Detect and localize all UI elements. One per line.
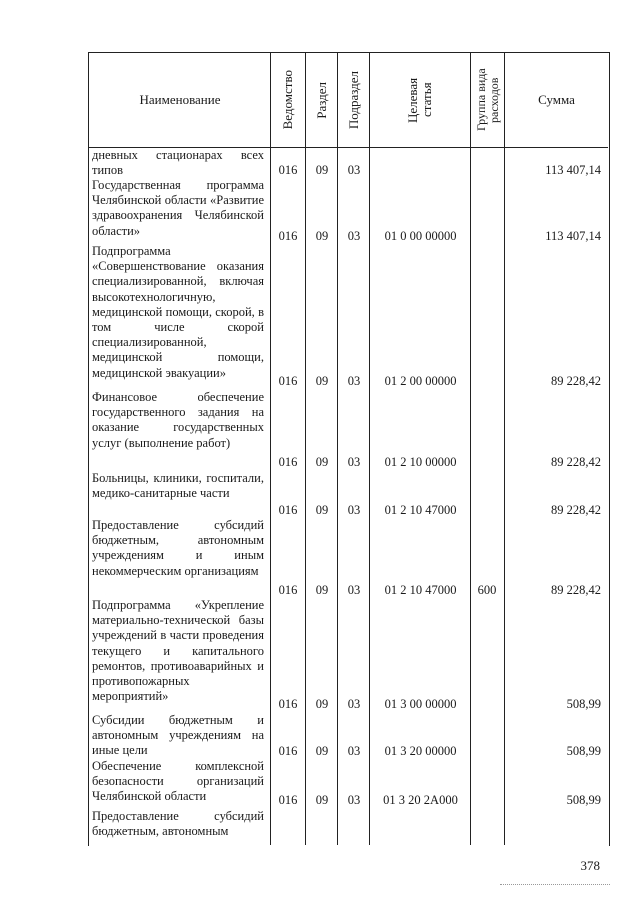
row-name: Предоставление субсидий бюджетным, автономным учреждениям и иным некоммерческим организациям <box>92 518 264 578</box>
row-podrazdel: 03 <box>347 455 361 469</box>
row-summa: 89 228,42 <box>551 374 601 388</box>
row-podrazdel: 03 <box>347 503 361 517</box>
row-celevaya: 01 2 10 47000 <box>384 503 457 517</box>
row-vedomstvo: 016 <box>278 374 298 388</box>
row-vedomstvo: 016 <box>278 455 298 469</box>
row-name: Предоставление субсидий бюджетным, автономным <box>92 809 264 839</box>
row-summa: 113 407,14 <box>545 163 601 177</box>
row-summa: 89 228,42 <box>551 583 601 597</box>
row-vedomstvo: 016 <box>278 503 298 517</box>
row-vedomstvo: 016 <box>278 583 298 597</box>
column-divider <box>470 52 471 845</box>
row-summa: 508,99 <box>566 744 601 758</box>
row-summa: 508,99 <box>566 793 601 807</box>
row-summa: 508,99 <box>566 697 601 711</box>
row-celevaya: 01 2 00 00000 <box>384 374 457 388</box>
row-podrazdel: 03 <box>347 374 361 388</box>
header-vedomstvo <box>271 53 305 147</box>
header-vedomstvo-label: Ведомство <box>280 70 295 130</box>
row-name: Финансовое обеспечение государственного задания на оказание государственных услуг (выполнение работ) <box>92 390 264 450</box>
header-gruppa-label: Группа вида расходов <box>473 68 501 132</box>
row-name: Подпрограмма «Совершенствование оказания специализированной, включая высокотехнологичную, медицинской помощи, скорой, в том числе скорой специализированной, медицинской помощи, медицинской эвакуации» <box>92 244 264 380</box>
row-celevaya: 01 3 20 00000 <box>384 744 457 758</box>
header-celevaya-label: Целевая статья <box>405 77 434 123</box>
page-number: 378 <box>580 858 600 873</box>
row-razdel: 09 <box>315 163 329 177</box>
row-razdel: 09 <box>315 744 329 758</box>
row-name: Больницы, клиники, госпитали, медико-санитарные части <box>92 471 264 501</box>
row-vedomstvo: 016 <box>278 744 298 758</box>
footer-divider <box>500 884 610 885</box>
row-vedomstvo: 016 <box>278 697 298 711</box>
row-gruppa: 600 <box>477 583 497 597</box>
row-razdel: 09 <box>315 374 329 388</box>
row-vedomstvo: 016 <box>278 793 298 807</box>
header-razdel-label: Раздел <box>313 81 329 119</box>
row-vedomstvo: 016 <box>278 229 298 243</box>
header-summa-label: Сумма <box>538 92 575 107</box>
row-celevaya: 01 2 10 47000 <box>384 583 457 597</box>
row-razdel: 09 <box>315 503 329 517</box>
row-summa: 113 407,14 <box>545 229 601 243</box>
row-celevaya: 01 3 20 2A000 <box>383 793 458 807</box>
row-name: Обеспечение комплексной безопасности организаций Челябинской области <box>92 759 264 804</box>
header-podrazdel <box>338 53 369 147</box>
row-name: Подпрограмма «Укрепление материально-технической базы учреждений в части проведения текущего и капитального ремонтов, противоаварийных и противопожарных мероприятий» <box>92 598 264 704</box>
row-razdel: 09 <box>315 229 329 243</box>
row-vedomstvo: 016 <box>278 163 298 177</box>
row-razdel: 09 <box>315 583 329 597</box>
header-razdel <box>306 53 337 147</box>
row-celevaya: 01 3 00 00000 <box>384 697 457 711</box>
header-name <box>90 53 270 147</box>
column-divider <box>369 52 370 845</box>
row-podrazdel: 03 <box>347 583 361 597</box>
header-name-label: Наименование <box>139 92 221 107</box>
row-podrazdel: 03 <box>347 229 361 243</box>
column-divider <box>305 52 306 845</box>
row-name: Государственная программа Челябинской области «Развитие здравоохранения Челябинской области» <box>92 178 264 238</box>
row-razdel: 09 <box>315 455 329 469</box>
row-razdel: 09 <box>315 697 329 711</box>
row-podrazdel: 03 <box>347 697 361 711</box>
header-gruppa <box>471 53 504 147</box>
column-divider <box>504 52 505 845</box>
row-summa: 89 228,42 <box>551 455 601 469</box>
column-divider <box>270 52 271 845</box>
row-name: дневных стационарах всех типов <box>92 148 264 178</box>
header-podrazdel-label: Подраздел <box>345 70 361 130</box>
header-summa <box>505 53 608 147</box>
row-celevaya: 01 2 10 00000 <box>384 455 457 469</box>
row-summa: 89 228,42 <box>551 503 601 517</box>
row-razdel: 09 <box>315 793 329 807</box>
column-divider <box>337 52 338 845</box>
row-celevaya: 01 0 00 00000 <box>384 229 457 243</box>
header-celevaya <box>370 53 470 147</box>
row-podrazdel: 03 <box>347 163 361 177</box>
row-podrazdel: 03 <box>347 793 361 807</box>
row-podrazdel: 03 <box>347 744 361 758</box>
row-name: Субсидии бюджетным и автономным учреждениям на иные цели <box>92 713 264 758</box>
